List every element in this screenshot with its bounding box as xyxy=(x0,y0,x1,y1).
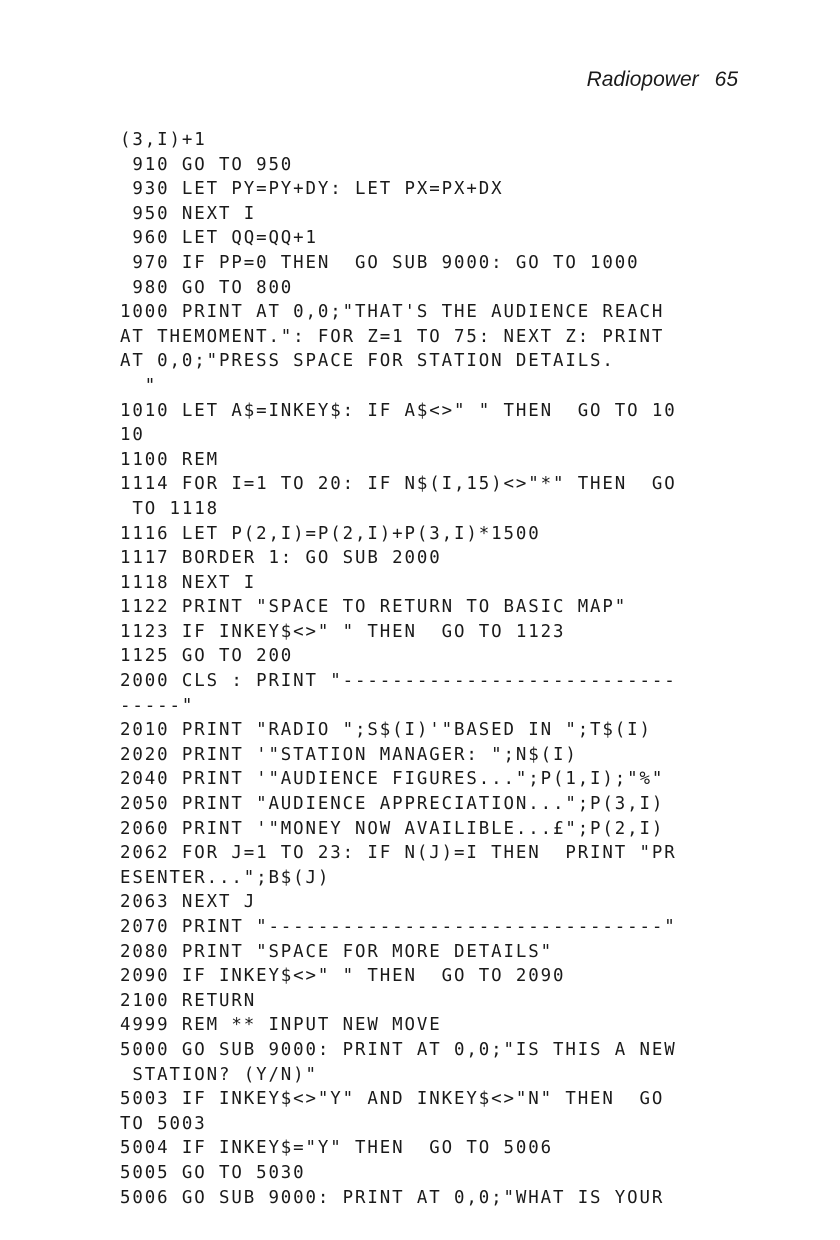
code-line: ESENTER...";B$(J) xyxy=(120,867,331,888)
code-line: 5000 GO SUB 9000: PRINT AT 0,0;"IS THIS A NEW xyxy=(120,1039,677,1060)
code-line: 1010 LET A$=INKEY$: IF A$<>" " THEN GO TO 10 xyxy=(120,400,677,421)
code-line: 1100 REM xyxy=(120,449,219,470)
code-line: 10 xyxy=(120,425,145,446)
code-line: 2000 CLS : PRINT "--------------------------- xyxy=(120,671,677,692)
code-line: 1118 NEXT I xyxy=(120,572,257,593)
code-line: 5003 IF INKEY$<>"Y" AND INKEY$<>"N" THEN GO xyxy=(120,1089,665,1110)
code-line: 2063 NEXT J xyxy=(120,892,257,913)
code-line: (3,I)+1 xyxy=(120,130,207,150)
page-number: 65 xyxy=(714,68,738,91)
code-line: " xyxy=(120,375,158,396)
code-line: 1123 IF INKEY$<>" " THEN GO TO 1123 xyxy=(120,621,566,642)
code-line: 1122 PRINT "SPACE TO RETURN TO BASIC MAP" xyxy=(120,597,628,618)
code-line: 2090 IF INKEY$<>" " THEN GO TO 2090 xyxy=(120,966,566,987)
chapter-title: Radiopower xyxy=(586,68,699,91)
code-line: 4999 REM ** INPUT NEW MOVE xyxy=(120,1015,442,1036)
running-head xyxy=(587,68,738,92)
code-line: 5005 GO TO 5030 xyxy=(120,1162,306,1183)
code-line: 960 LET QQ=QQ+1 xyxy=(120,228,318,249)
code-line: 1117 BORDER 1: GO SUB 2000 xyxy=(120,548,442,569)
code-line: 2060 PRINT '"MONEY NOW AVAILIBLE...£";P(2,I) xyxy=(120,818,665,839)
code-line: 950 NEXT I xyxy=(120,203,257,224)
code-line: 1000 PRINT AT 0,0;"THAT'S THE AUDIENCE REACH xyxy=(120,302,665,323)
code-line: 5006 GO SUB 9000: PRINT AT 0,0;"WHAT IS YOUR xyxy=(120,1187,665,1208)
code-line: 2010 PRINT "RADIO ";S$(I)'"BASED IN ";T$(I) xyxy=(120,720,652,741)
code-line: AT THEMOMENT.": FOR Z=1 TO 75: NEXT Z: PRINT xyxy=(120,326,665,347)
code-line: 930 LET PY=PY+DY: LET PX=PX+DX xyxy=(120,179,504,200)
basic-code-listing xyxy=(120,128,750,1210)
code-line: 2020 PRINT '"STATION MANAGER: ";N$(I) xyxy=(120,744,578,765)
code-line: 2080 PRINT "SPACE FOR MORE DETAILS" xyxy=(120,941,553,962)
code-line: STATION? (Y/N)" xyxy=(120,1064,318,1085)
code-line: 2100 RETURN xyxy=(120,990,257,1011)
code-line: AT 0,0;"PRESS SPACE FOR STATION DETAILS. xyxy=(120,351,615,372)
code-line: 2040 PRINT '"AUDIENCE FIGURES...";P(1,I);"%" xyxy=(120,769,665,790)
code-line: TO 1118 xyxy=(120,498,219,519)
code-line: 1116 LET P(2,I)=P(2,I)+P(3,I)*1500 xyxy=(120,523,541,544)
code-line: 980 GO TO 800 xyxy=(120,277,294,298)
code-line: 2070 PRINT "--------------------------------" xyxy=(120,917,677,937)
code-line: -----" xyxy=(120,695,195,716)
code-line: 1125 GO TO 200 xyxy=(120,646,294,667)
code-line: 1114 FOR I=1 TO 20: IF N$(I,15)<>"*" THEN GO xyxy=(120,474,677,495)
code-line: 910 GO TO 950 xyxy=(120,154,294,175)
code-line: 2062 FOR J=1 TO 23: IF N(J)=I THEN PRINT "PR xyxy=(120,843,677,864)
code-line: 5004 IF INKEY$="Y" THEN GO TO 5006 xyxy=(120,1138,553,1159)
code-line: 2050 PRINT "AUDIENCE APPRECIATION...";P(3,I) xyxy=(120,794,665,815)
code-line: 970 IF PP=0 THEN GO SUB 9000: GO TO 1000 xyxy=(120,252,640,273)
code-line: TO 5003 xyxy=(120,1113,207,1134)
